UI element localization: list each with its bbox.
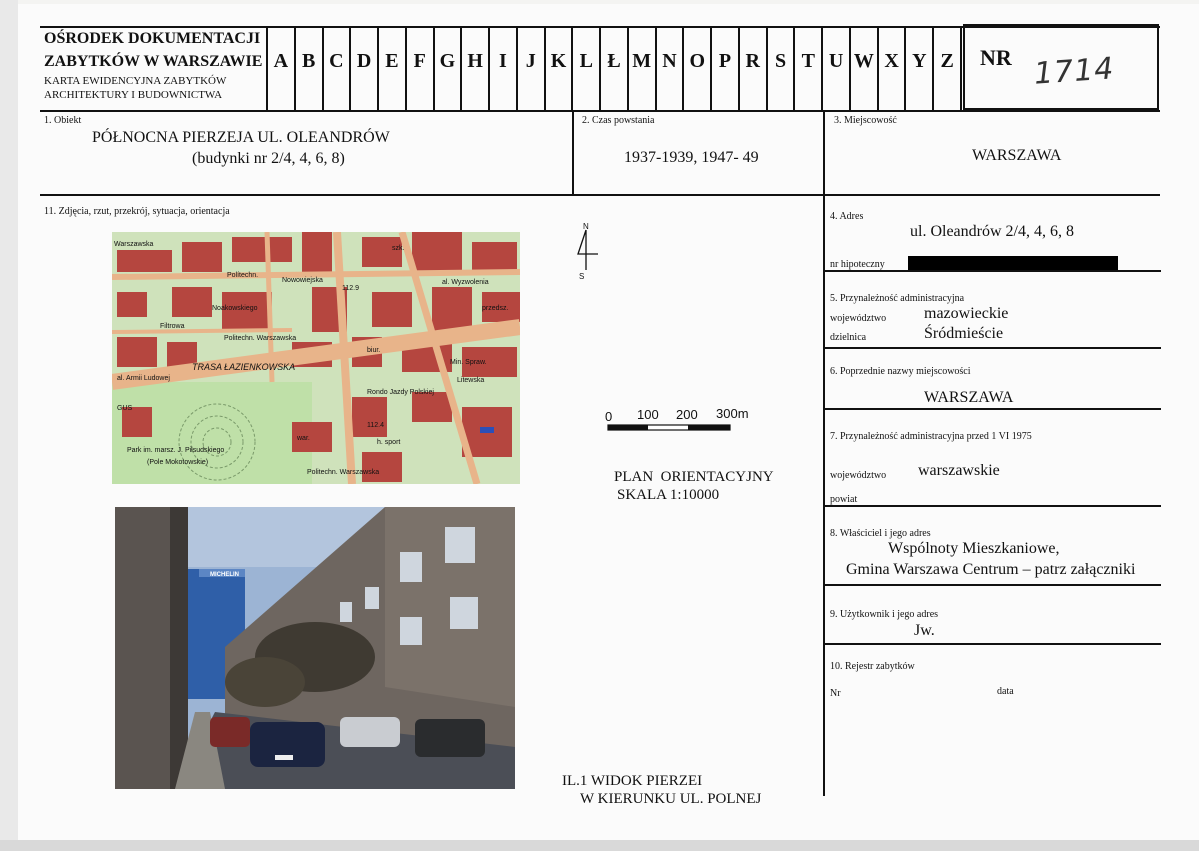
- obiekt-label: 1. Obiekt: [44, 115, 82, 126]
- index-letter-1: A: [268, 28, 296, 110]
- north-arrow-icon: [576, 228, 602, 272]
- north-letter: N: [583, 222, 589, 231]
- index-letter-8: H: [462, 28, 490, 110]
- index-letter-6: F: [407, 28, 435, 110]
- orientation-map: [112, 232, 520, 484]
- index-letter-16: O: [684, 28, 712, 110]
- index-letter-12: L: [573, 28, 601, 110]
- nr-handwritten-value: 1714: [1032, 51, 1116, 92]
- map-label: Noakowskiego: [212, 305, 258, 312]
- card-type-line2: ARCHITEKTURY I BUDOWNICTWA: [44, 89, 223, 101]
- org-name-line1: OŚRODEK DOKUMENTACJI: [44, 30, 261, 47]
- row1-divider-b: [823, 110, 825, 796]
- map-label: Rondo Jazdy Polskiej: [367, 389, 434, 396]
- wlasciciel-line1: Wspólnoty Mieszkaniowe,: [888, 540, 1060, 557]
- map-label: Litewska: [457, 377, 485, 384]
- row-przynaleznosc-line: [825, 347, 1161, 349]
- plan-scale: SKALA 1:10000: [617, 487, 720, 503]
- wojewodztwo75-label: województwo: [830, 470, 887, 481]
- czas-label: 2. Czas powstania: [582, 115, 655, 126]
- map-label: szk.: [392, 245, 405, 252]
- index-letter-11: K: [546, 28, 574, 110]
- rejestr-nr-label: Nr: [830, 688, 841, 699]
- uzytkownik-value: Jw.: [914, 622, 935, 639]
- index-letter-9: I: [490, 28, 518, 110]
- map-label: Min. Spraw.: [450, 359, 487, 366]
- rejestr-data-label: data: [997, 686, 1014, 697]
- wojewodztwo-label: województwo: [830, 313, 887, 324]
- index-letter-17: P: [712, 28, 740, 110]
- card-type-line1: KARTA EWIDENCYJNA ZABYTKÓW: [44, 75, 227, 87]
- org-name-line2: ZABYTKÓW W WARSZAWIE: [44, 53, 263, 70]
- map-label: Park im. marsz. J. Piłsudskiego: [127, 447, 225, 454]
- index-letter-5: E: [379, 28, 407, 110]
- map-label: Politechn. Warszawska: [224, 335, 297, 342]
- south-letter: S: [579, 272, 585, 281]
- index-letter-24: Y: [906, 28, 934, 110]
- obiekt-name: PÓŁNOCNA PIERZEJA UL. OLEANDRÓW: [92, 129, 390, 146]
- header-bottom-line: [40, 110, 1160, 112]
- map-label: 112.4: [367, 422, 384, 429]
- index-letter-21: U: [823, 28, 851, 110]
- photo-caption-line1: IL.1 WIDOK PIERZEI: [562, 773, 703, 789]
- przynaleznosc-label: 5. Przynależność administracyjna: [830, 293, 965, 304]
- index-letter-23: X: [879, 28, 907, 110]
- index-letter-18: R: [740, 28, 768, 110]
- hipoteczny-label: nr hipoteczny: [830, 259, 885, 270]
- adres-label: 4. Adres: [830, 211, 864, 222]
- zdjecia-label: 11. Zdjęcia, rzut, przekrój, sytuacja, orientacja: [44, 206, 230, 217]
- wlasciciel-line2: Gmina Warszawa Centrum – patrz załączniki: [846, 561, 1136, 578]
- index-letter-3: C: [324, 28, 352, 110]
- map-label: war.: [297, 435, 310, 442]
- index-letter-4: D: [351, 28, 379, 110]
- index-letter-25: Z: [934, 28, 962, 110]
- index-letter-10: J: [518, 28, 546, 110]
- poprzednie-value: WARSZAWA: [924, 389, 1014, 406]
- map-label: 112.9: [342, 285, 359, 292]
- map-label: Filtrowa: [160, 323, 185, 330]
- map-label: przedsz.: [482, 305, 509, 312]
- scale-tick-100: 100: [637, 407, 659, 422]
- scale-tick-300m: 300m: [716, 406, 749, 421]
- index-letter-2: B: [296, 28, 324, 110]
- scan-bottom-edge: [0, 840, 1199, 851]
- scale-tick-200: 200: [676, 407, 698, 422]
- powiat-label: powiat: [830, 494, 858, 505]
- photo-graphic: [115, 507, 515, 789]
- map-label: Warszawska: [114, 241, 154, 248]
- index-letter-19: S: [768, 28, 796, 110]
- map-label: al. Armii Ludowej: [117, 375, 170, 382]
- nr-label: NR: [980, 45, 1012, 70]
- wojewodztwo75-value: warszawskie: [918, 462, 1000, 479]
- row1-divider-a: [572, 110, 574, 196]
- adres-value: ul. Oleandrów 2/4, 4, 6, 8: [910, 223, 1074, 240]
- obiekt-buildings: (budynki nr 2/4, 4, 6, 8): [192, 150, 345, 167]
- wojewodztwo-value: mazowieckie: [924, 305, 1009, 322]
- map-label: GUS: [117, 405, 133, 412]
- map-label: (Pole Mokotowskie): [147, 459, 209, 466]
- plan-title: PLAN ORIENTACYJNY: [614, 469, 774, 485]
- map-label: Polítechn.: [227, 272, 259, 279]
- czas-value: 1937-1939, 1947- 49: [624, 149, 759, 166]
- map-label: Nowowiejska: [282, 277, 323, 284]
- miejscowosc-label: 3. Miejscowość: [834, 115, 897, 126]
- dzielnica-value: Śródmieście: [924, 325, 1004, 342]
- row-przynaleznosc75-line: [825, 505, 1161, 507]
- scale-tick-0: 0: [605, 409, 613, 424]
- przynaleznosc75-label: 7. Przynależność administracyjna przed 1 VI 1975: [830, 431, 1032, 442]
- index-letter-7: G: [435, 28, 463, 110]
- map-label: Politechn. Warszawska: [307, 469, 380, 476]
- map-label: h. sport: [377, 439, 401, 446]
- map-label: al. Wyzwolenia: [442, 279, 489, 286]
- poprzednie-label: 6. Poprzednie nazwy miejscowości: [830, 366, 971, 377]
- index-letter-13: Ł: [601, 28, 629, 110]
- map-label: TRASA ŁAZIENKOWSKA: [192, 362, 296, 372]
- photo-caption-line2: W KIERUNKU UL. POLNEJ: [580, 791, 762, 807]
- miejscowosc-value: WARSZAWA: [972, 147, 1062, 164]
- wlasciciel-label: 8. Właściciel i jego adres: [830, 528, 931, 539]
- row-adres-line: [825, 270, 1161, 272]
- row-uzytkownik-line: [825, 643, 1161, 645]
- row-wlasciciel-line: [825, 584, 1161, 586]
- row1-bottom-line: [40, 194, 1160, 196]
- index-letter-20: T: [795, 28, 823, 110]
- row-poprzednie-line: [825, 408, 1161, 410]
- dzielnica-label: dzielnica: [830, 332, 867, 343]
- rejestr-label: 10. Rejestr zabytków: [830, 661, 915, 672]
- tower-sign: MICHELIN: [210, 572, 239, 578]
- index-letter-15: N: [657, 28, 685, 110]
- street-photo: [115, 507, 515, 789]
- uzytkownik-label: 9. Użytkownik i jego adres: [830, 609, 939, 620]
- map-graphic: [112, 232, 520, 484]
- index-letter-14: M: [629, 28, 657, 110]
- scan-left-edge: [0, 0, 18, 851]
- map-label: biur.: [367, 347, 381, 354]
- index-letter-22: W: [851, 28, 879, 110]
- scale-bar: [606, 422, 736, 434]
